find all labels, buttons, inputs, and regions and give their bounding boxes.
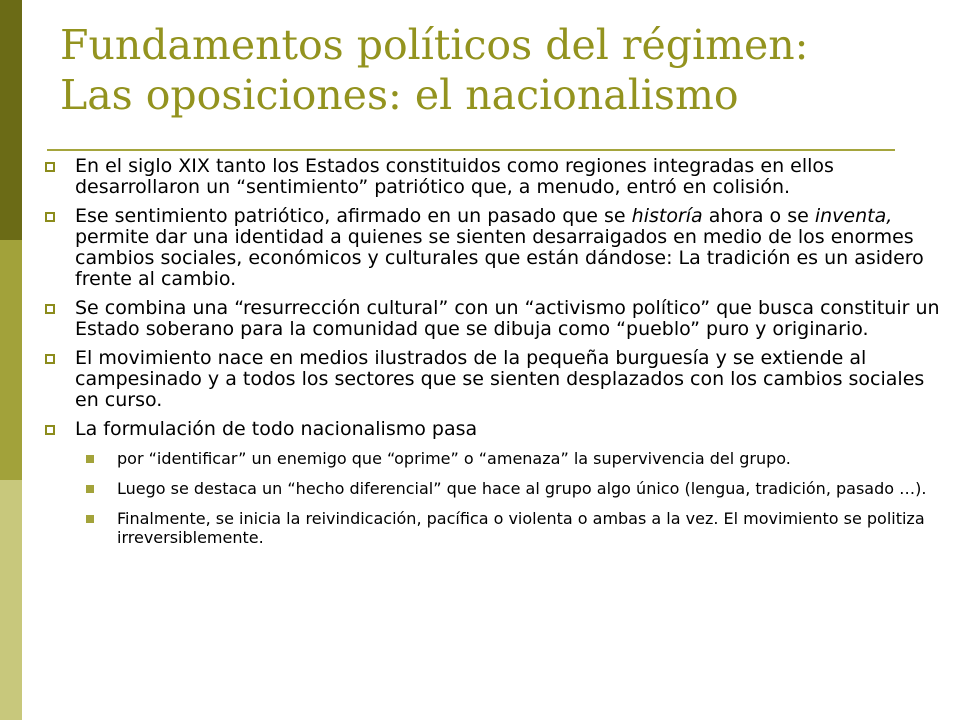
bullet-text-part: ahora o se: [702, 205, 815, 227]
title-divider: [47, 149, 895, 151]
sub-bullet-text: Finalmente, se inicia la reivindicación, pacífica o violenta o ambas a la vez. El movimiento se politiza irreversiblemente.: [117, 509, 925, 547]
bullet-text: La formulación de todo nacionalismo pasa: [75, 418, 478, 440]
sidebar-decoration: [0, 0, 22, 720]
bullet-text: El movimiento nace en medios ilustrados de la pequeña burguesía y se extiende al campesinado y a todos los sectores que se sienten desplazados con los cambios sociales en curso.: [75, 347, 925, 411]
sub-bullet-item: [40, 479, 950, 498]
slide-title: [60, 20, 940, 120]
square-bullet-icon: [45, 162, 55, 172]
bullet-item: [40, 206, 950, 290]
bullet-text-part: permite dar una identidad a quienes se sienten desarraigados en medio de los enormes cambios sociales, económicos y culturales que están dándose: La tradición es un asidero frente al cambio.: [75, 226, 924, 290]
bullet-emphasis: historía: [631, 205, 703, 227]
square-bullet-icon: [45, 304, 55, 314]
sidebar-segment-mid: [0, 240, 22, 480]
bullet-text: Se combina una “resurrección cultural” con un “activismo político” que busca constituir un Estado soberano para la comunidad que se dibuja como “pueblo” puro y originario.: [75, 297, 940, 340]
sub-bullet-text: por “identificar” un enemigo que “oprime” o “amenaza” la supervivencia del grupo.: [117, 449, 791, 468]
bullet-text: En el siglo XIX tanto los Estados constituidos como regiones integradas en ellos desarrollaron un “sentimiento” patriótico que, a menudo, entró en colisión.: [75, 155, 834, 198]
bullet-emphasis: inventa,: [814, 205, 893, 227]
title-line-1: Fundamentos políticos del régimen:: [60, 21, 809, 69]
square-bullet-icon: [45, 425, 55, 435]
bullet-text-part: Ese sentimiento patriótico, afirmado en un pasado que se: [75, 205, 632, 227]
sidebar-segment-dark: [0, 0, 22, 240]
filled-square-bullet-icon: [86, 515, 94, 523]
sub-bullet-item: [40, 449, 950, 468]
square-bullet-icon: [45, 212, 55, 222]
sidebar-segment-light: [0, 480, 22, 720]
bullet-item: [40, 419, 950, 440]
title-line-2: Las oposiciones: el nacionalismo: [60, 71, 739, 119]
filled-square-bullet-icon: [86, 455, 94, 463]
bullet-item: [40, 348, 950, 411]
sub-bullet-text: Luego se destaca un “hecho diferencial” que hace al grupo algo único (lengua, tradición, pasado …).: [117, 479, 927, 498]
sub-bullet-item: [40, 509, 950, 547]
slide-body: [40, 156, 950, 558]
bullet-item: [40, 298, 950, 340]
square-bullet-icon: [45, 354, 55, 364]
bullet-item: [40, 156, 950, 198]
filled-square-bullet-icon: [86, 485, 94, 493]
